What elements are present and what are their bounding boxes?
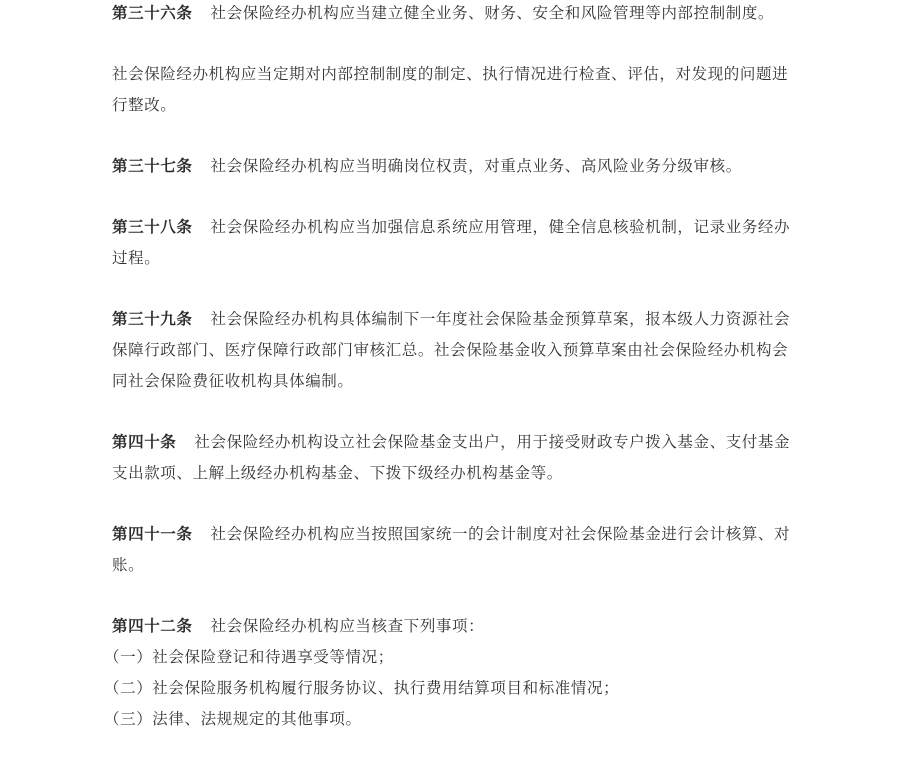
article-40 [112, 427, 792, 489]
article-text: 社会保险经办机构设立社会保险基金支出户，用于接受财政专户拨入基金、支付基金支出款项、上解上级经办机构基金、下拨下级经办机构基金等。 [112, 433, 791, 482]
article-41 [112, 519, 792, 581]
list-item: （一）社会保险登记和待遇享受等情况； [104, 648, 394, 666]
article-text: 社会保险经办机构应当核查下列事项： [210, 617, 485, 635]
article-39 [112, 304, 792, 397]
article-text: 社会保险经办机构应当建立健全业务、财务、安全和风险管理等内部控制制度。 [210, 4, 775, 22]
list-item: （二）社会保险服务机构履行服务协议、执行费用结算项目和标准情况； [104, 679, 620, 697]
article-number: 第三十九条 [112, 310, 193, 328]
article-number: 第四十条 [112, 433, 177, 451]
article-36 [112, 0, 792, 29]
document-body [104, 0, 792, 735]
article-37 [112, 151, 792, 182]
article-36-paragraph-2 [112, 59, 792, 121]
article-42 [112, 611, 792, 642]
article-number: 第三十八条 [112, 218, 193, 236]
article-text: 社会保险经办机构应当定期对内部控制制度的制定、执行情况进行检查、评估，对发现的问题进行整改。 [112, 65, 789, 114]
article-38 [112, 212, 792, 274]
article-text: 社会保险经办机构应当加强信息系统应用管理，健全信息核验机制，记录业务经办过程。 [112, 218, 791, 267]
article-number: 第四十一条 [112, 525, 193, 543]
article-text: 社会保险经办机构应当明确岗位权责，对重点业务、高风险业务分级审核。 [210, 157, 742, 175]
article-number: 第三十七条 [112, 157, 193, 175]
article-42-item-list [104, 642, 792, 735]
article-number: 第四十二条 [112, 617, 193, 635]
list-item: （三）法律、法规规定的其他事项。 [104, 710, 362, 728]
article-text: 社会保险经办机构具体编制下一年度社会保险基金预算草案，报本级人力资源社会保障行政部门、医疗保障行政部门审核汇总。社会保险基金收入预算草案由社会保险经办机构会同社会保险费征收机构具体编制。 [112, 310, 791, 390]
article-text: 社会保险经办机构应当按照国家统一的会计制度对社会保险基金进行会计核算、对账。 [112, 525, 791, 574]
article-number: 第三十六条 [112, 4, 193, 22]
